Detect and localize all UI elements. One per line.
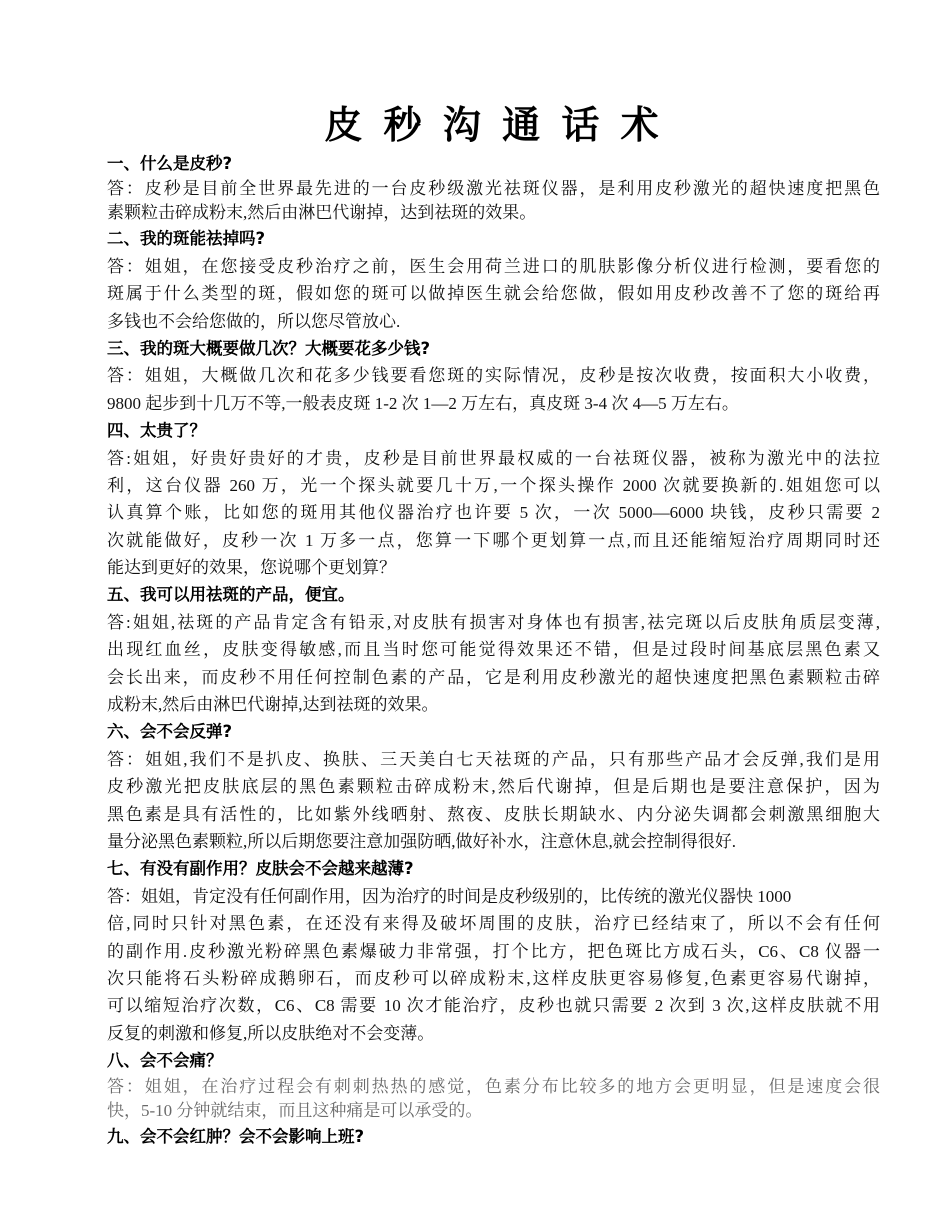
answer-5-line-2: 出现红血丝，皮肤变得敏感,而且当时您可能觉得效果还不错，但是过段时间基底层黑色素又 — [107, 640, 880, 660]
answer-6-line-3: 黑色素是具有活性的，比如紫外线晒射、熬夜、皮肤长期缺水、内分泌失调都会刺激黑细胞大 — [107, 804, 880, 824]
answer-5-line-3: 会长出来，而皮秒不用任何控制色素的产品，它是利用皮秒激光的超快速度把黑色素颗粒击碎 — [107, 667, 880, 687]
question-3: 三、我的斑大概要做几次？大概要花多少钱? — [107, 338, 431, 358]
answer-7-line-6: 反复的刺激和修复,所以皮肤绝对不会变薄。 — [107, 1023, 435, 1043]
question-5: 五、我可以用祛斑的产品，便宜。 — [107, 585, 355, 605]
answer-8-line-1: 答：姐姐，在治疗过程会有刺刺热热的感觉，色素分布比较多的地方会更明显，但是速度会很 — [107, 1076, 880, 1096]
answer-4-line-2: 利，这台仪器 260 万，光一个探头就要几十万,一个探头操作 2000 次就要换新的.姐姐您可以 — [107, 475, 880, 495]
answer-5-line-1: 答:姐姐,祛斑的产品肯定含有铅汞,对皮肤有损害对身体也有损害,祛完斑以后皮肤角质层变薄, — [107, 612, 880, 632]
question-9: 九、会不会红肿？会不会影响上班? — [107, 1126, 365, 1146]
answer-6-line-4: 量分泌黑色素颗粒,所以后期您要注意加强防晒,做好补水，注意休息,就会控制得很好. — [107, 831, 736, 851]
answer-2-line-2: 斑属于什么类型的斑，假如您的斑可以做掉医生就会给您做，假如用皮秒改善不了您的斑给再 — [107, 284, 880, 304]
answer-4-line-3: 认真算个账，比如您的斑用其他仪器治疗也许要 5 次，一次 5000—6000 块钱，皮秒只需要 2 — [107, 503, 880, 523]
answer-4-line-4: 次就能做好，皮秒一次 1 万多一点，您算一下哪个更划算一点,而且还能缩短治疗周期同时还 — [107, 530, 880, 550]
answer-7-line-3: 的副作用.皮秒激光粉碎黑色素爆破力非常强，打个比方，把色斑比方成石头，C6、C8 仪器一 — [107, 941, 880, 961]
answer-2-line-3: 多钱也不会给您做的，所以您尽管放心. — [107, 311, 401, 331]
answer-4-line-1: 答:姐姐，好贵好贵好的才贵，皮秒是目前世界最权威的一台祛斑仪器，被称为激光中的法拉 — [107, 448, 880, 468]
answer-8-line-2: 快，5-10 分钟就结束，而且这种痛是可以承受的。 — [107, 1100, 483, 1120]
answer-3-line-2: 9800 起步到十几万不等,一般表皮斑 1-2 次 1—2 万左右，真皮斑 3-4 次 4—5 万左右。 — [107, 393, 739, 413]
answer-7-line-4: 次只能将石头粉碎成鹅卵石，而皮秒可以碎成粉末,这样皮肤更容易修复,色素更容易代谢掉， — [107, 968, 880, 988]
answer-1-line-2: 素颗粒击碎成粉末,然后由淋巴代谢掉，达到祛斑的效果。 — [107, 203, 537, 223]
question-2: 二、我的斑能祛掉吗? — [107, 229, 266, 249]
answer-4-line-5: 能达到更好的效果，您说哪个更划算？ — [107, 558, 396, 578]
question-6: 六、会不会反弹? — [107, 722, 233, 742]
answer-7-line-2: 倍,同时只针对黑色素，在还没有来得及破坏周围的皮肤，治疗已经结束了，所以不会有任何 — [107, 914, 880, 934]
answer-6-line-1: 答：姐姐,我们不是扒皮、换肤、三天美白七天祛斑的产品，只有那些产品才会反弹,我们是用 — [107, 749, 880, 769]
answer-1-line-1: 答：皮秒是目前全世界最先进的一台皮秒级激光祛斑仪器，是利用皮秒激光的超快速度把黑色 — [107, 179, 880, 199]
page-title: 皮 秒 沟 通 话 术 — [324, 102, 663, 147]
answer-7-line-1: 答：姐姐，肯定没有任何副作用，因为治疗的时间是皮秒级别的，比传统的激光仪器快 1000 — [107, 886, 792, 906]
document-body — [107, 100, 880, 1150]
answer-2-line-1: 答：姐姐，在您接受皮秒治疗之前，医生会用荷兰进口的肌肤影像分析仪进行检测，要看您的 — [107, 256, 880, 276]
answer-6-line-2: 皮秒激光把皮肤底层的黑色素颗粒击碎成粉末,然后代谢掉，但是后期也是要注意保护，因为 — [107, 777, 880, 797]
answer-5-line-4: 成粉末,然后由淋巴代谢掉,达到祛斑的效果。 — [107, 695, 439, 715]
question-4: 四、太贵了？ — [107, 421, 206, 441]
question-1: 一、什么是皮秒? — [107, 154, 233, 173]
answer-3-line-1: 答：姐姐，大概做几次和花多少钱要看您斑的实际情况，皮秒是按次收费，按面积大小收费， — [107, 366, 880, 386]
question-7: 七、有没有副作用？皮肤会不会越来越薄? — [107, 859, 414, 879]
question-8: 八、会不会痛？ — [107, 1051, 223, 1071]
answer-7-line-5: 可以缩短治疗次数，C6、C8 需要 10 次才能治疗，皮秒也就只需要 2 次到 3 次,这样皮肤就不用 — [107, 996, 880, 1016]
